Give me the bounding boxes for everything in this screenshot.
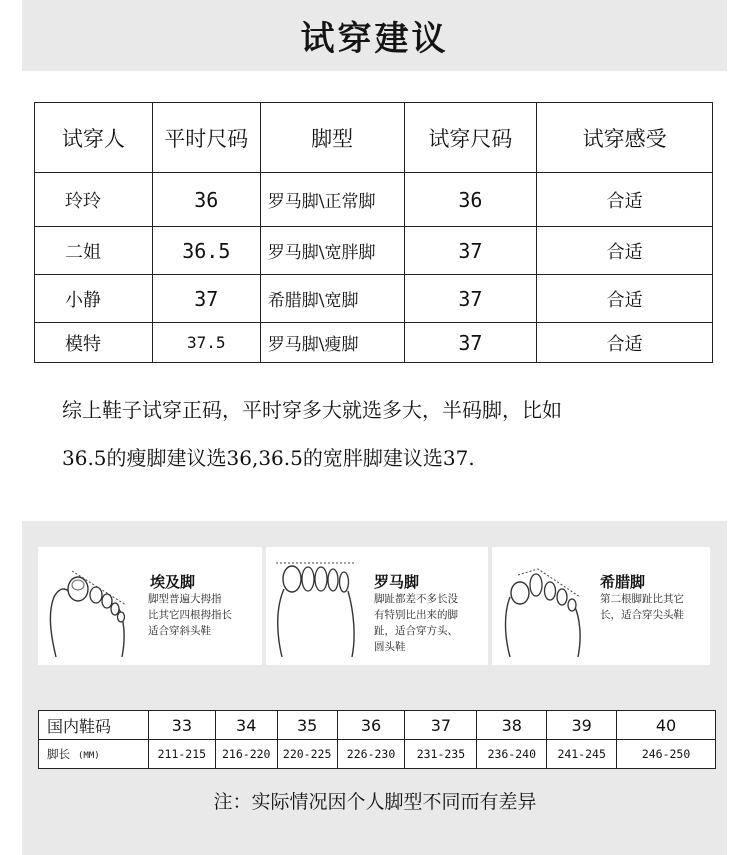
table-row [35, 275, 713, 323]
desc-line: 圆头鞋 [374, 641, 406, 653]
foot-type-title: 埃及脚 [150, 573, 196, 591]
length-unit: (MM) [78, 751, 100, 761]
tester-name: 玲玲 [35, 173, 153, 227]
length-cell: 211-215 [148, 740, 215, 769]
trial-size: 37 [404, 323, 537, 363]
header-foot-type: 脚型 [260, 103, 404, 173]
summary-line: 综上鞋子试穿正码，平时穿多大就选多大，半码脚，比如 [62, 398, 562, 422]
size-chart-table [38, 710, 716, 769]
size-label: 国内鞋码 [39, 711, 149, 740]
table-row [35, 173, 713, 227]
length-cell: 226-230 [337, 740, 405, 769]
fit-feeling: 合适 [537, 173, 713, 227]
length-cell: 220-225 [277, 740, 337, 769]
size-cell: 35 [277, 711, 337, 740]
trial-size: 36 [404, 173, 537, 227]
summary-text [62, 386, 722, 482]
desc-line: 适合穿斜头鞋 [148, 625, 211, 637]
length-cell: 246-250 [617, 740, 716, 769]
size-cell: 33 [148, 711, 215, 740]
greek-foot-icon [498, 557, 582, 657]
fit-feeling: 合适 [537, 227, 713, 275]
disclaimer-note: 注：实际情况因个人脚型不同而有差异 [213, 791, 537, 813]
desc-line: 脚趾都差不多长没 [374, 593, 458, 605]
tester-name: 模特 [35, 323, 153, 363]
size-cell: 34 [215, 711, 277, 740]
table-row [35, 227, 713, 275]
header-usual-size: 平时尺码 [152, 103, 260, 173]
foot-type: 希腊脚\宽脚 [260, 275, 404, 323]
foot-card-greek [492, 547, 710, 665]
size-cell: 37 [405, 711, 477, 740]
size-cell: 39 [547, 711, 617, 740]
summary-line: 36.5的瘦脚建议选36,36.5的宽胖脚建议选37. [62, 446, 475, 470]
table-header-row [35, 103, 713, 173]
tester-name: 小静 [35, 275, 153, 323]
foot-type-title: 希腊脚 [600, 573, 646, 591]
length-cell: 231-235 [405, 740, 477, 769]
length-cell: 236-240 [477, 740, 547, 769]
usual-size: 36 [152, 173, 260, 227]
desc-line: 比其它四根拇指长 [148, 609, 232, 621]
trial-size: 37 [404, 275, 537, 323]
size-cell: 40 [617, 711, 716, 740]
desc-line: 有特别比出来的脚 [374, 609, 458, 621]
header-tester: 试穿人 [35, 103, 153, 173]
page-title: 试穿建议 [300, 19, 449, 59]
foot-type: 罗马脚\正常脚 [260, 173, 404, 227]
foot-type: 罗马脚\宽胖脚 [260, 227, 404, 275]
egyptian-foot-icon [44, 557, 128, 657]
fit-feeling: 合适 [537, 275, 713, 323]
fit-feeling: 合适 [537, 323, 713, 363]
foot-card-roman [266, 547, 488, 665]
length-label-cell [39, 740, 149, 769]
length-row [39, 740, 716, 769]
roman-foot-icon [272, 557, 356, 657]
size-cell: 38 [477, 711, 547, 740]
desc-line: 趾，适合穿方头、 [374, 625, 458, 637]
foot-card-egyptian [38, 547, 262, 665]
foot-type-desc [148, 591, 232, 639]
desc-line: 长，适合穿尖头鞋 [600, 609, 684, 621]
trial-size: 37 [404, 227, 537, 275]
title-banner [22, 0, 727, 71]
usual-size: 36.5 [152, 227, 260, 275]
foot-type: 罗马脚\瘦脚 [260, 323, 404, 363]
trial-fit-table [34, 102, 713, 363]
size-row [39, 711, 716, 740]
foot-type-desc [600, 591, 684, 623]
length-label: 脚长 [47, 747, 70, 761]
table-row [35, 323, 713, 363]
foot-type-desc [374, 591, 458, 655]
header-trial-size: 试穿尺码 [404, 103, 537, 173]
length-cell: 241-245 [547, 740, 617, 769]
usual-size: 37 [152, 275, 260, 323]
desc-line: 第二根脚趾比其它 [600, 593, 684, 605]
foot-type-title: 罗马脚 [374, 573, 420, 591]
tester-name: 二姐 [35, 227, 153, 275]
usual-size: 37.5 [152, 323, 260, 363]
header-feeling: 试穿感受 [537, 103, 713, 173]
size-cell: 36 [337, 711, 405, 740]
desc-line: 脚型普遍大拇指 [148, 593, 222, 605]
length-cell: 216-220 [215, 740, 277, 769]
